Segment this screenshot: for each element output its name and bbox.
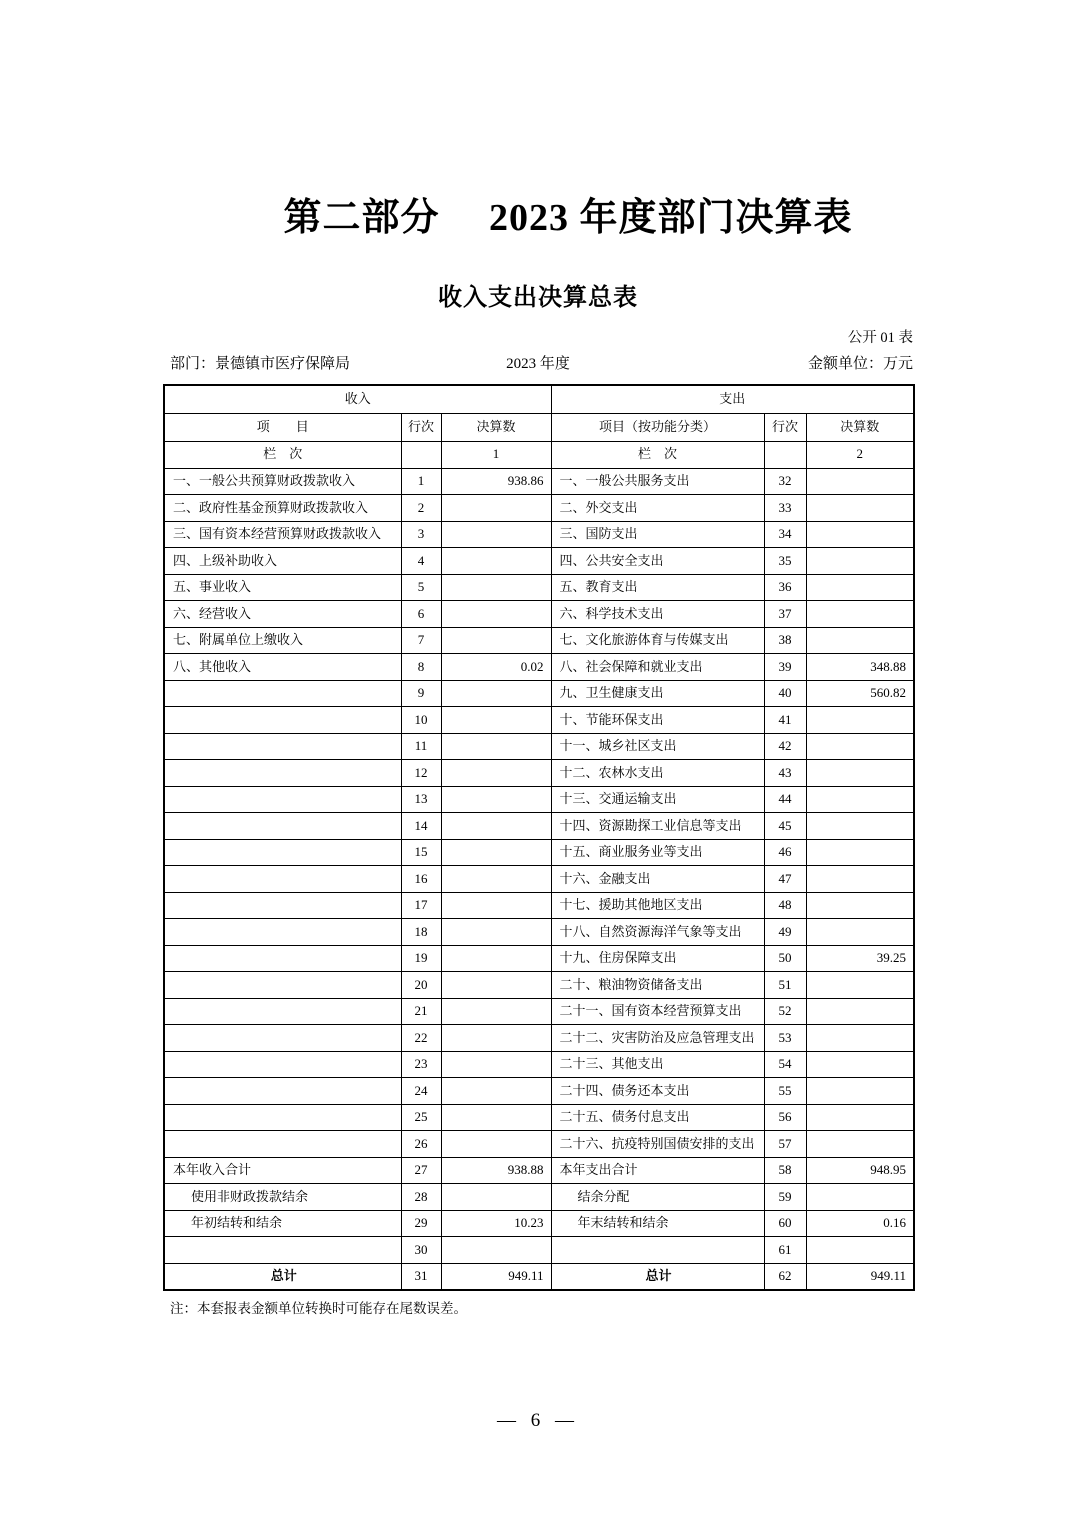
income-item-cell: 本年收入合计	[164, 1157, 401, 1184]
table-row	[164, 1237, 914, 1264]
expense-item-cell: 三、国防支出	[551, 521, 764, 548]
income-amount-cell: 938.88	[441, 1157, 551, 1184]
expense-amount-cell	[806, 892, 914, 919]
expense-item-cell: 十、节能环保支出	[551, 707, 764, 734]
expense-line-cell: 45	[764, 813, 806, 840]
income-item-cell: 总计	[164, 1263, 401, 1290]
expense-amount-cell	[806, 786, 914, 813]
table-row	[164, 892, 914, 919]
table-row	[164, 1184, 914, 1211]
table-row	[164, 1263, 914, 1290]
income-item-cell: 七、附属单位上缴收入	[164, 627, 401, 654]
income-section-header: 收入	[164, 385, 551, 413]
expense-line-cell: 54	[764, 1051, 806, 1078]
expense-amount-cell	[806, 919, 914, 946]
income-item-cell	[164, 1025, 401, 1052]
income-item-cell	[164, 839, 401, 866]
expense-amount-cell	[806, 495, 914, 522]
expense-line-cell: 50	[764, 945, 806, 972]
expense-item-cell: 二十三、其他支出	[551, 1051, 764, 1078]
expense-line-cell: 49	[764, 919, 806, 946]
expense-line-column-header: 行次	[764, 413, 806, 441]
income-amount-cell	[441, 1104, 551, 1131]
income-amount-cell	[441, 972, 551, 999]
expense-column-number: 2	[806, 441, 914, 468]
income-line-cell: 20	[401, 972, 441, 999]
expense-line-cell: 44	[764, 786, 806, 813]
expense-section-header: 支出	[551, 385, 914, 413]
income-line-cell: 27	[401, 1157, 441, 1184]
expense-line-cell: 59	[764, 1184, 806, 1211]
amount-unit-label: 金额单位：万元	[807, 356, 913, 372]
expense-line-cell: 53	[764, 1025, 806, 1052]
expense-item-cell: 二十一、国有资本经营预算支出	[551, 998, 764, 1025]
income-amount-cell	[441, 707, 551, 734]
income-item-column-header: 项 目	[164, 413, 401, 441]
expense-line-cell: 39	[764, 654, 806, 681]
income-amount-cell	[441, 1078, 551, 1105]
expense-amount-cell: 348.88	[806, 654, 914, 681]
income-item-cell	[164, 1104, 401, 1131]
expense-line-cell: 36	[764, 574, 806, 601]
expense-item-cell: 八、社会保障和就业支出	[551, 654, 764, 681]
table-row	[164, 495, 914, 522]
income-line-cell: 26	[401, 1131, 441, 1158]
table-row	[164, 1131, 914, 1158]
income-line-cell: 2	[401, 495, 441, 522]
expense-item-cell: 十七、援助其他地区支出	[551, 892, 764, 919]
expense-item-cell: 十二、农林水支出	[551, 760, 764, 787]
income-amount-cell	[441, 574, 551, 601]
expense-item-cell: 五、教育支出	[551, 574, 764, 601]
income-item-cell	[164, 866, 401, 893]
income-item-cell	[164, 813, 401, 840]
income-line-cell: 21	[401, 998, 441, 1025]
expense-amount-cell	[806, 866, 914, 893]
income-line-cell: 5	[401, 574, 441, 601]
expense-item-cell: 二十六、抗疫特别国债安排的支出	[551, 1131, 764, 1158]
income-line-cell: 8	[401, 654, 441, 681]
income-column-number: 1	[441, 441, 551, 468]
expense-line-cell: 41	[764, 707, 806, 734]
expense-line-cell: 32	[764, 468, 806, 495]
income-line-cell: 13	[401, 786, 441, 813]
table-row	[164, 786, 914, 813]
expense-amount-cell	[806, 574, 914, 601]
expense-item-cell: 十四、资源勘探工业信息等支出	[551, 813, 764, 840]
income-line-cell: 3	[401, 521, 441, 548]
table-row	[164, 468, 914, 495]
department-label: 部门：景德镇市医疗保障局	[170, 356, 351, 372]
income-line-cell: 29	[401, 1210, 441, 1237]
expense-line-cell: 61	[764, 1237, 806, 1264]
table-row	[164, 919, 914, 946]
table-row	[164, 1025, 914, 1052]
expense-amount-cell	[806, 972, 914, 999]
income-item-cell	[164, 707, 401, 734]
income-item-cell	[164, 1078, 401, 1105]
income-amount-cell	[441, 892, 551, 919]
income-amount-cell	[441, 548, 551, 575]
income-item-cell	[164, 945, 401, 972]
table-row	[164, 548, 914, 575]
expense-item-cell: 十一、城乡社区支出	[551, 733, 764, 760]
income-line-cell: 4	[401, 548, 441, 575]
expense-amount-cell: 948.95	[806, 1157, 914, 1184]
table-meta-row	[163, 352, 913, 374]
income-amount-cell	[441, 521, 551, 548]
expense-item-cell: 十六、金融支出	[551, 866, 764, 893]
expense-amount-cell	[806, 813, 914, 840]
table-row	[164, 813, 914, 840]
income-item-cell	[164, 919, 401, 946]
table-row	[164, 839, 914, 866]
expense-item-cell: 结余分配	[551, 1184, 764, 1211]
expense-line-cell: 38	[764, 627, 806, 654]
expense-item-cell: 二十四、债务还本支出	[551, 1078, 764, 1105]
income-amount-cell	[441, 839, 551, 866]
income-item-cell: 三、国有资本经营预算财政拨款收入	[164, 521, 401, 548]
document-title: 第二部分 2023 年度部门决算表	[283, 197, 853, 239]
expense-line-cell: 48	[764, 892, 806, 919]
table-row	[164, 680, 914, 707]
income-amount-cell	[441, 680, 551, 707]
table-row	[164, 945, 914, 972]
income-amount-cell	[441, 495, 551, 522]
income-item-cell	[164, 786, 401, 813]
expense-item-cell: 一、一般公共服务支出	[551, 468, 764, 495]
income-amount-cell	[441, 998, 551, 1025]
income-line-cell: 31	[401, 1263, 441, 1290]
income-item-cell	[164, 760, 401, 787]
table-title: 收入支出决算总表	[438, 284, 638, 311]
income-amount-cell: 0.02	[441, 654, 551, 681]
expense-amount-cell	[806, 627, 914, 654]
income-line-cell: 19	[401, 945, 441, 972]
income-line-cell: 28	[401, 1184, 441, 1211]
income-amount-cell	[441, 1184, 551, 1211]
expense-item-cell: 总计	[551, 1263, 764, 1290]
expense-item-cell: 四、公共安全支出	[551, 548, 764, 575]
expense-line-cell: 46	[764, 839, 806, 866]
expense-line-cell: 40	[764, 680, 806, 707]
expense-line-cell: 35	[764, 548, 806, 575]
table-row	[164, 521, 914, 548]
income-line-cell: 15	[401, 839, 441, 866]
table-row	[164, 1210, 914, 1237]
income-line-column-header: 行次	[401, 413, 441, 441]
income-line-cell: 12	[401, 760, 441, 787]
table-row	[164, 627, 914, 654]
income-item-cell	[164, 680, 401, 707]
expense-item-cell: 十三、交通运输支出	[551, 786, 764, 813]
table-row	[164, 1078, 914, 1105]
expense-amount-column-header: 决算数	[806, 413, 914, 441]
income-line-cell: 1	[401, 468, 441, 495]
income-amount-cell: 938.86	[441, 468, 551, 495]
income-amount-cell: 949.11	[441, 1263, 551, 1290]
income-line-cell: 11	[401, 733, 441, 760]
income-amount-column-header: 决算数	[441, 413, 551, 441]
expense-amount-cell	[806, 998, 914, 1025]
expense-amount-cell	[806, 468, 914, 495]
expense-index-label: 栏 次	[551, 441, 764, 468]
expense-item-cell: 十九、住房保障支出	[551, 945, 764, 972]
expense-item-cell: 十八、自然资源海洋气象等支出	[551, 919, 764, 946]
expense-item-cell: 二十五、债务付息支出	[551, 1104, 764, 1131]
income-amount-cell	[441, 1025, 551, 1052]
expense-line-cell: 62	[764, 1263, 806, 1290]
income-line-cell: 10	[401, 707, 441, 734]
income-amount-cell	[441, 866, 551, 893]
income-index-label: 栏 次	[164, 441, 401, 468]
income-amount-cell	[441, 786, 551, 813]
income-amount-cell	[441, 627, 551, 654]
income-line-cell: 7	[401, 627, 441, 654]
income-amount-cell	[441, 945, 551, 972]
income-amount-cell	[441, 1131, 551, 1158]
expense-item-column-header: 项目（按功能分类）	[551, 413, 764, 441]
income-item-cell	[164, 892, 401, 919]
expense-line-cell: 34	[764, 521, 806, 548]
expense-amount-cell	[806, 1131, 914, 1158]
income-item-cell	[164, 1051, 401, 1078]
income-amount-cell	[441, 760, 551, 787]
income-item-cell	[164, 998, 401, 1025]
table-header	[164, 385, 914, 468]
income-amount-cell	[441, 813, 551, 840]
expense-item-cell: 十五、商业服务业等支出	[551, 839, 764, 866]
income-line-cell: 22	[401, 1025, 441, 1052]
income-amount-cell	[441, 601, 551, 628]
expense-amount-cell: 0.16	[806, 1210, 914, 1237]
income-item-cell	[164, 1237, 401, 1264]
income-amount-cell: 10.23	[441, 1210, 551, 1237]
income-item-cell: 四、上级补助收入	[164, 548, 401, 575]
table-row	[164, 1104, 914, 1131]
table-row	[164, 866, 914, 893]
table-row	[164, 760, 914, 787]
income-line-cell: 25	[401, 1104, 441, 1131]
expense-amount-cell	[806, 1184, 914, 1211]
income-amount-cell	[441, 733, 551, 760]
expense-amount-cell	[806, 1025, 914, 1052]
income-line-cell: 16	[401, 866, 441, 893]
expense-item-cell: 二、外交支出	[551, 495, 764, 522]
expense-amount-cell	[806, 733, 914, 760]
expense-line-cell: 55	[764, 1078, 806, 1105]
income-item-cell	[164, 972, 401, 999]
expense-amount-cell	[806, 521, 914, 548]
income-line-cell: 30	[401, 1237, 441, 1264]
income-line-cell: 9	[401, 680, 441, 707]
income-line-cell: 18	[401, 919, 441, 946]
income-item-cell: 使用非财政拨款结余	[164, 1184, 401, 1211]
income-line-cell: 17	[401, 892, 441, 919]
table-row	[164, 998, 914, 1025]
income-item-cell: 一、一般公共预算财政拨款收入	[164, 468, 401, 495]
expense-line-cell: 42	[764, 733, 806, 760]
expense-amount-cell	[806, 707, 914, 734]
expense-item-cell: 本年支出合计	[551, 1157, 764, 1184]
expense-amount-cell: 560.82	[806, 680, 914, 707]
expense-line-cell: 58	[764, 1157, 806, 1184]
footnote: 注：本套报表金额单位转换时可能存在尾数误差。	[170, 1301, 467, 1316]
expense-amount-cell	[806, 1051, 914, 1078]
income-line-cell: 24	[401, 1078, 441, 1105]
expense-amount-cell	[806, 839, 914, 866]
column-header-row	[164, 413, 914, 441]
fiscal-year-label: 2023 年度	[506, 356, 570, 372]
expense-line-cell: 51	[764, 972, 806, 999]
income-line-cell: 23	[401, 1051, 441, 1078]
expense-amount-cell	[806, 1104, 914, 1131]
income-item-cell: 八、其他收入	[164, 654, 401, 681]
expense-amount-cell	[806, 760, 914, 787]
expense-line-cell: 57	[764, 1131, 806, 1158]
expense-amount-cell	[806, 1237, 914, 1264]
income-line-cell: 14	[401, 813, 441, 840]
column-index-row	[164, 441, 914, 468]
expense-line-cell: 56	[764, 1104, 806, 1131]
income-amount-cell	[441, 1237, 551, 1264]
expense-item-cell: 六、科学技术支出	[551, 601, 764, 628]
expense-line-cell: 60	[764, 1210, 806, 1237]
table-row	[164, 1051, 914, 1078]
table-row	[164, 1157, 914, 1184]
table-row	[164, 733, 914, 760]
income-item-cell: 二、政府性基金预算财政拨款收入	[164, 495, 401, 522]
income-amount-cell	[441, 919, 551, 946]
expense-item-cell: 二十二、灾害防治及应急管理支出	[551, 1025, 764, 1052]
table-row	[164, 654, 914, 681]
table-row	[164, 601, 914, 628]
expense-item-cell: 二十、粮油物资储备支出	[551, 972, 764, 999]
income-expense-summary-table	[163, 384, 915, 1291]
income-index-line-cell	[401, 441, 441, 468]
table-row	[164, 707, 914, 734]
expense-item-cell	[551, 1237, 764, 1264]
table-row	[164, 574, 914, 601]
expense-item-cell: 七、文化旅游体育与传媒支出	[551, 627, 764, 654]
income-item-cell	[164, 733, 401, 760]
expense-item-cell: 年末结转和结余	[551, 1210, 764, 1237]
income-amount-cell	[441, 1051, 551, 1078]
expense-amount-cell: 949.11	[806, 1263, 914, 1290]
table-row	[164, 972, 914, 999]
income-item-cell: 年初结转和结余	[164, 1210, 401, 1237]
expense-line-cell: 43	[764, 760, 806, 787]
expense-amount-cell	[806, 548, 914, 575]
expense-item-cell: 九、卫生健康支出	[551, 680, 764, 707]
expense-line-cell: 47	[764, 866, 806, 893]
expense-amount-cell	[806, 1078, 914, 1105]
expense-index-line-cell	[764, 441, 806, 468]
income-item-cell: 五、事业收入	[164, 574, 401, 601]
table-body	[164, 468, 914, 1290]
income-item-cell: 六、经营收入	[164, 601, 401, 628]
expense-line-cell: 33	[764, 495, 806, 522]
public-table-label: 公开 01 表	[847, 330, 913, 346]
expense-line-cell: 52	[764, 998, 806, 1025]
income-line-cell: 6	[401, 601, 441, 628]
expense-amount-cell: 39.25	[806, 945, 914, 972]
income-item-cell	[164, 1131, 401, 1158]
section-header-row	[164, 385, 914, 413]
expense-amount-cell	[806, 601, 914, 628]
page-number: — 6 —	[497, 1410, 579, 1431]
expense-line-cell: 37	[764, 601, 806, 628]
